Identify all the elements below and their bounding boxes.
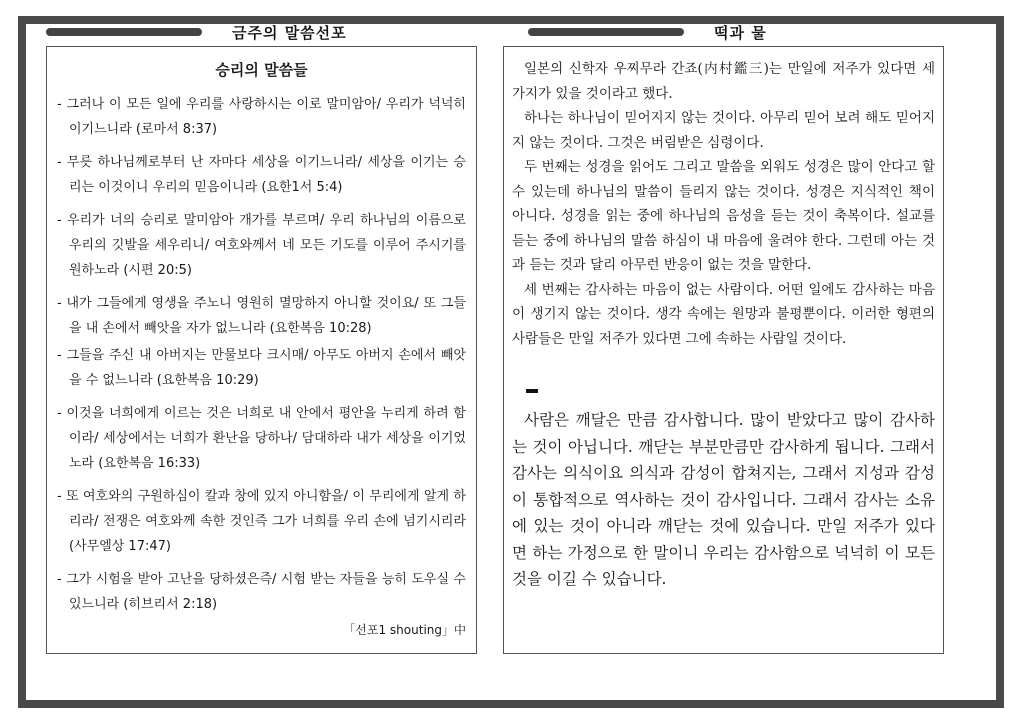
essay-paragraph: 하나는 하나님이 믿어지지 않는 것이다. 아무리 믿어 보려 해도 믿어지지 않는 것이다. 그것은 버림받은 심령이다. [512, 110, 935, 151]
verse-item: - 무릇 하나님께로부터 난 자마다 세상을 이기느니라/ 세상을 이기는 승리는 이것이니 우리의 믿음이니라 (요한1서 5:4) [57, 155, 466, 195]
essay-paragraph: 두 번째는 성경을 읽어도 그리고 말씀을 외워도 성경은 많이 안다고 할 수 있는데 하나님의 말씀이 들리지 않는 것이다. 성경은 지식적인 책이 아니다. 성경을 읽는 중에 하나님의 음성을 듣는 것이 축복이다. 설교를 듣는 중에 하나님의 말씀 하심이 내 마음에 울려야 한다. 그런데 아는 것과 듣는 것과 달리 아무런 반응이 없는 것을 말한다. [512, 159, 935, 273]
verses-box [46, 46, 477, 654]
closing-paragraph: 사람은 깨달은 만큼 감사합니다. 많이 받았다고 많이 감사하는 것이 아닙니다. 깨닫는 부분만큼만 감사하게 됩니다. 그래서 감사는 의식이요 의식과 감성이 합쳐지는, 그래서 지성과 감성이 통합적으로 역사하는 것이 감사입니다. 그래서 감사는 소유에 있는 것이 아니라 깨닫는 것에 있습니다. 만일 저주가 있다면 하는 가정으로 한 말이니 우리는 감사함으로 넉넉히 이 모든 것을 이길 수 있습니다. [512, 411, 935, 588]
verse-item: - 또 여호와의 구원하심이 칼과 창에 있지 아니함을/ 이 무리에게 알게 하리라/ 전쟁은 여호와께 속한 것인즉 그가 너희를 우리 손에 넘기시리라 (사무엘상 17:47) [57, 489, 466, 554]
verse-item: - 내가 그들에게 영생을 주노니 영원히 멸망하지 아니할 것이요/ 또 그들을 내 손에서 빼앗을 자가 없느니라 (요한복음 10:28) [57, 296, 466, 336]
right-column-header [528, 20, 928, 44]
verse-item: - 우리가 너의 승리로 말미암아 개가를 부르며/ 우리 하나님의 이름으로 우리의 깃발을 세우리니/ 여호와께서 네 모든 기도를 이루어 주시기를 원하노라 (시편 20:5) [57, 213, 466, 278]
essay-paragraph: 일본의 신학자 우찌무라 간죠(内村鑑三)는 만일에 저주가 있다면 세 가지가 있을 것이라고 했다. [512, 61, 935, 102]
verse-item: - 이것을 너희에게 이르는 것은 너희로 내 안에서 평안을 누리게 하려 함이라/ 세상에서는 너희가 환난을 당하나/ 담대하라 내가 세상을 이기었노라 (요한복음 16:33) [57, 406, 466, 471]
verses-box-title: 승리의 말씀들 [215, 61, 308, 79]
verse-item: - 그들을 주신 내 아버지는 만물보다 크시매/ 아무도 아버지 손에서 빼앗을 수 없느니라 (요한복음 10:29) [57, 348, 466, 388]
right-header-title: 떡과 물 [714, 23, 767, 42]
source-note: 「선포1 shouting」中 [343, 623, 466, 637]
section-marker-icon [526, 389, 538, 393]
verse-item: - 그가 시험을 받아 고난을 당하셨은즉/ 시험 받는 자들을 능히 도우실 수 있느니라 (히브리서 2:18) [57, 572, 466, 612]
left-column-header [46, 20, 406, 44]
header-bar-decoration [528, 28, 684, 36]
essay-box [503, 46, 944, 654]
verse-item: - 그러나 이 모든 일에 우리를 사랑하시는 이로 말미암아/ 우리가 넉넉히 이기느니라 (로마서 8:37) [57, 97, 466, 137]
essay-paragraph: 세 번째는 감사하는 마음이 없는 사람이다. 어떤 일에도 감사하는 마음이 생기지 않는 것이다. 생각 속에는 원망과 불평뿐이다. 이러한 형편의 사람들은 만일 저주가 있다면 그에 속하는 사람일 것이다. [512, 281, 935, 347]
left-header-title: 금주의 말씀선포 [232, 23, 347, 42]
header-bar-decoration [46, 28, 202, 36]
